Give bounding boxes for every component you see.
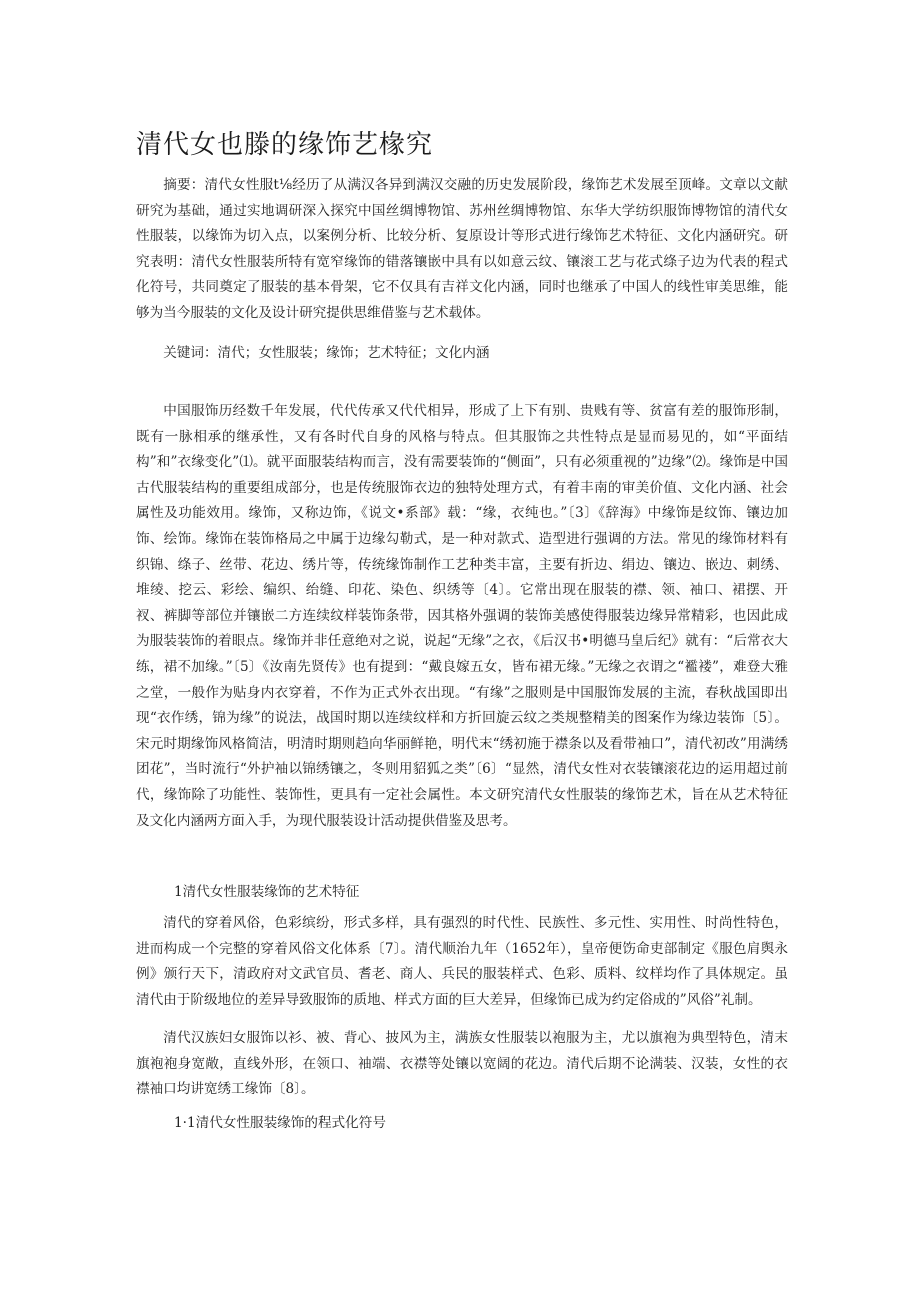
section-1-paragraph-1: 清代的穿着风俗，色彩缤纷，形式多样，具有强烈的时代性、民族性、多元性、实用性、时尚性特色，进而构成一个完整的穿着风俗文化体系〔7〕。清代顺治九年（1652年），皇帝便饬命吏部制定《服色肩舆永例》颁行天下，清政府对文武官员、耆老、商人、兵民的服装样式、色彩、质料、纹样均作了具体规定。虽清代由于阶级地位的差异导致服饰的质地、样式方面的巨大差异，但缘饰已成为约定俗成的”风俗”礼制。 (136, 915, 788, 1008)
section-heading-1: 1清代女性服装缘饰的艺术特征 (174, 884, 360, 900)
keywords-line: 关键词：清代；女性服装；缘饰；艺术特征；文化内涵 (163, 345, 490, 361)
section-1-paragraph-2: 清代汉族妇女服饰以衫、被、背心、披风为主，满族女性服装以袍服为主，尤以旗袍为典型特色，清末旗袍袍身宽敞，直线外形，在领口、袖端、衣襟等处镶以宽阔的花边。清代后期不论满装、汉装，女性的衣襟袖口均讲宽绣工缘饰〔8〕。 (136, 1030, 788, 1098)
abstract-paragraph: 摘要：清代女性服t⅛经历了从满汉各异到满汉交融的历史发展阶段，缘饰艺术发展至顶峰。文章以文献研究为基础，通过实地调研深入探究中国丝绸博物馆、苏州丝绸博物馆、东华大学纺织服饰博物馆的清代女性服装，以缘饰为切入点，以案例分析、比较分析、复原设计等形式进行缘饰艺术特征、文化内涵研究。研究表明：清代女性服装所特有宽窄缘饰的错落镶嵌中具有以如意云纹、镶滚工艺与花式绦子边为代表的程式化符号，共同奠定了服装的基本骨架，它不仅具有吉祥文化内涵，同时也继承了中国人的线性审美思维，能够为当今服装的文化及设计研究提供思维借鉴与艺术载体。 (136, 177, 788, 321)
introduction-paragraph: 中国服饰历经数千年发展，代代传承又代代相异，形成了上下有别、贵贱有等、贫富有差的服饰形制，既有一脉相承的继承性，又有各时代自身的风格与特点。但其服饰之共性特点是显而易见的，如“平面结构”和”衣缘变化”⑴。就平面服装结构而言，没有需要装饰的“侧面”，只有必须重视的”边缘”⑵。缘饰是中国古代服装结构的重要组成部分，也是传统服饰衣边的独特处理方式，有着丰南的审美价值、文化内涵、社会属性及功能效用。缘饰，又称边饰，《说文•系部》载：“缘，衣纯也。”〔3〕《辞海》中缘饰是纹饰、镶边加饰、绘饰。缘饰在装饰格局之中属于边缘勾勒式，是一种对款式、造型进行强调的方法。常见的缘饰材料有织锦、绦子、丝带、花边、绣片等，传统缘饰制作工艺种类丰富，主要有折边、绢边、镶边、嵌边、刺绣、堆绫、挖云、彩绘、编织、绐缝、印花、染色、织绣等〔4〕。它常出现在服装的襟、领、袖口、裙摆、开衩、裤脚等部位并镶嵌二方连续纹样装饰条带，因其格外强调的装饰美感使得服装边缘异常精彩，也因此成为服装装饰的着眼点。缘饰并非任意绝对之说，说起“无缘”之衣，《后汉书•明德马皇后纪》就有：“后常衣大练，裙不加缘。”〔5〕《汝南先贤传》也有提到：“戴良嫁五女，皆布裙无缘。”无缘之衣谓之“襤褛”，难登大雅之堂，一般作为贴身内衣穿着，不作为正式外衣出现。“有缘”之服则是中国服饰发展的主流，春秋战国即出现“衣作绣，锦为缘”的说法，战国时期以连续纹样和方折回旋云纹之类规整精美的图案作为缘边装饰〔5〕。宋元时期缘饰风格简洁，明清时期则趋向华丽鲜艳，明代末“绣初施于襟条以及看带袖口”，清代初改”用满绣团花”，当时流行“外护袖以锦绣镶之，冬则用貂狐之类”〔6〕“显然，清代女性对衣装镶滚花边的运用超过前代，缘饰除了功能性、装饰性，更具有一定社会属性。本文研究清代女性服装的缘饰艺术，旨在从艺术特征及文化内涵两方面入手，为现代服装设计活动提供借鉴及思考。 (136, 403, 788, 829)
subsection-heading-1-1: 1·1清代女性服装缘饰的程式化符号 (174, 1115, 386, 1131)
paper-title: 清代女也滕的缘饰艺椽究 (136, 130, 434, 160)
